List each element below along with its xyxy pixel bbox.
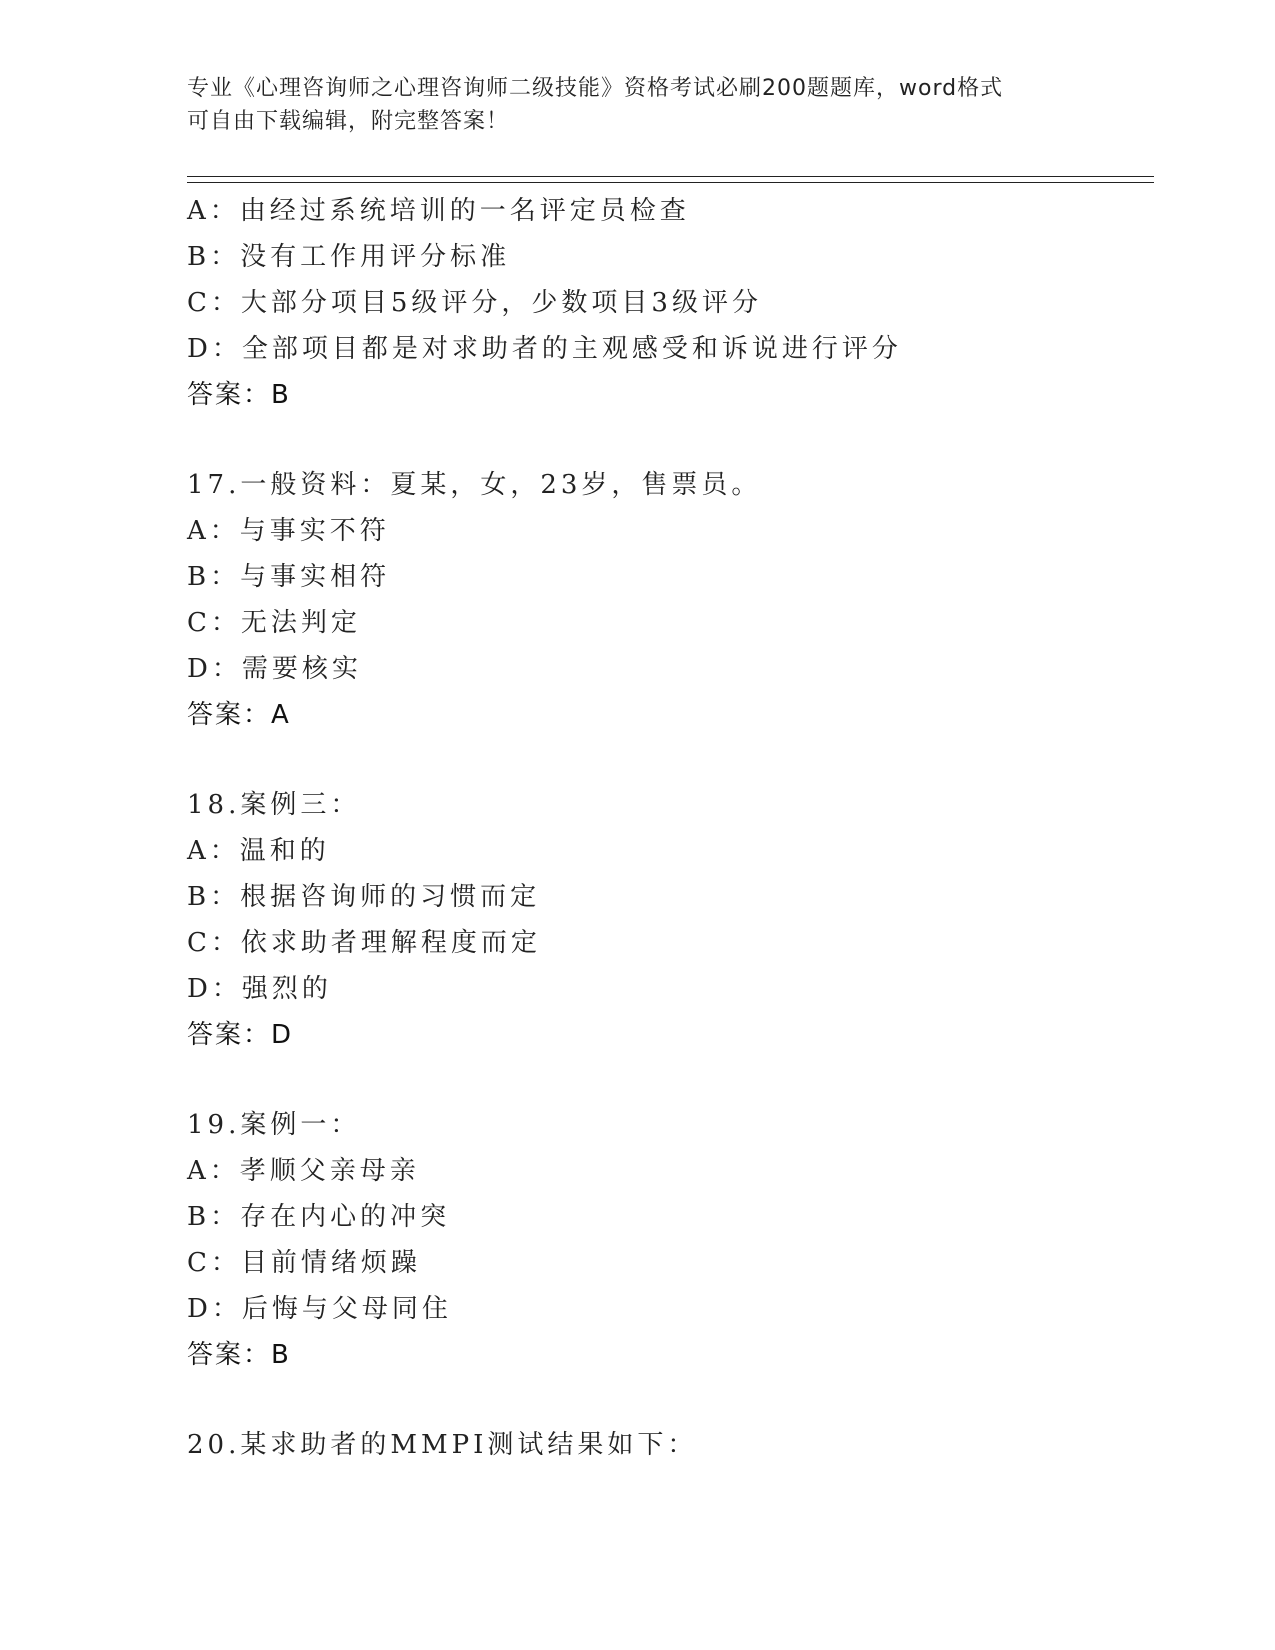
answer-label: 答案：B (187, 1340, 291, 1370)
option-a: A：由经过系统培训的一名评定员检查 (187, 196, 690, 226)
header-divider-top (187, 176, 1154, 177)
question-19 (187, 1102, 1147, 1378)
option-c: C：目前情绪烦躁 (187, 1248, 421, 1278)
question-stem: 18.案例三： (187, 790, 361, 820)
question-16-continued (187, 188, 1147, 418)
header-line-1: 专业《心理咨询师之心理咨询师二级技能》资格考试必刷200题题库，word格式 (187, 76, 1004, 101)
question-18 (187, 782, 1147, 1058)
option-d: D：后悔与父母同住 (187, 1294, 452, 1324)
answer-label: 答案：A (187, 700, 291, 730)
answer-label: 答案：B (187, 380, 291, 410)
option-d: D：全部项目都是对求助者的主观感受和诉说进行评分 (187, 334, 902, 364)
question-stem: 20.某求助者的MMPI测试结果如下： (187, 1430, 698, 1460)
header-divider-bottom (187, 182, 1154, 183)
question-stem: 17.一般资料：夏某，女，23岁，售票员。 (187, 470, 762, 500)
option-b: B：与事实相符 (187, 562, 391, 592)
option-b: B：存在内心的冲突 (187, 1202, 451, 1232)
answer-label: 答案：D (187, 1020, 294, 1050)
option-a: A：温和的 (187, 836, 330, 866)
question-list (187, 188, 1147, 1468)
option-c: C：大部分项目5级评分，少数项目3级评分 (187, 288, 762, 318)
option-b: B：没有工作用评分标准 (187, 242, 511, 272)
question-20 (187, 1422, 1147, 1468)
option-b: B：根据咨询师的习惯而定 (187, 882, 541, 912)
question-stem: 19.案例一： (187, 1110, 361, 1140)
option-a: A：与事实不符 (187, 516, 390, 546)
option-d: D：强烈的 (187, 974, 332, 1004)
question-17 (187, 462, 1147, 738)
header-line-2: 可自由下载编辑，附完整答案！ (187, 109, 510, 134)
option-d: D：需要核实 (187, 654, 362, 684)
document-header (187, 72, 1087, 138)
option-c: C：依求助者理解程度而定 (187, 928, 541, 958)
option-a: A：孝顺父亲母亲 (187, 1156, 420, 1186)
option-c: C：无法判定 (187, 608, 361, 638)
